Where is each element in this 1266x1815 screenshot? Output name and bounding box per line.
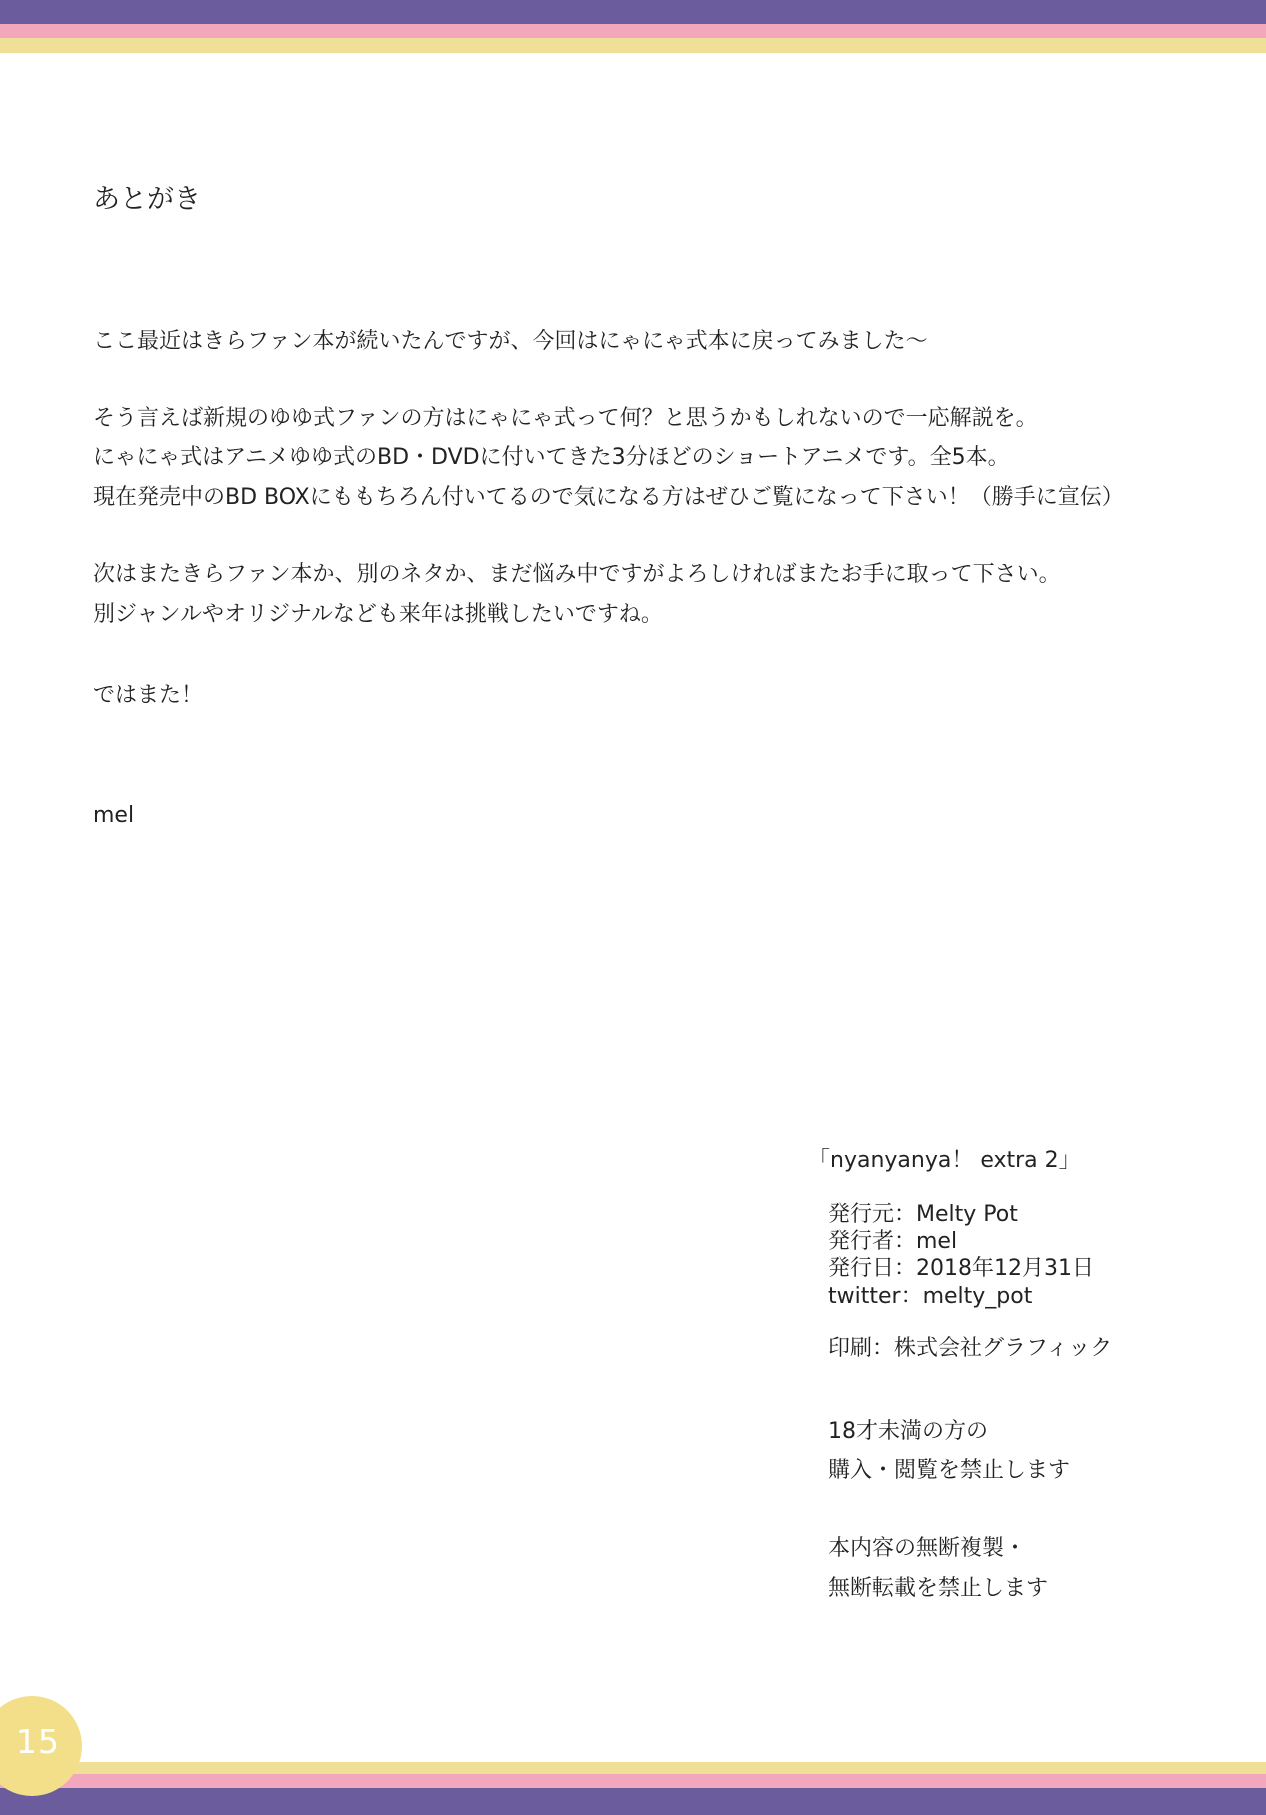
colophon-date: 発行日：2018年12月31日 <box>828 1256 1094 1281</box>
top-border-purple <box>0 0 1266 24</box>
bottom-border-pink <box>0 1774 1266 1788</box>
colophon-twitter: twitter：melty_pot <box>828 1284 1033 1309</box>
afterword-paragraph-7: ではまた！ <box>93 683 204 708</box>
afterword-paragraph-1: ここ最近はきらファン本が続いたんですが、今回はにゃにゃ式本に戻ってみました〜 <box>93 329 928 354</box>
afterword-paragraph-6: 別ジャンルやオリジナルなども来年は挑戦したいですね。 <box>93 602 663 627</box>
top-border-pink <box>0 24 1266 38</box>
colophon-publisher: 発行元：Melty Pot <box>828 1202 1018 1227</box>
afterword-paragraph-4: 現在発売中のBD BOXにももちろん付いてるので気になる方はぜひご覧になって下さい！（勝手に宣伝） <box>93 485 1124 510</box>
top-border-yellow <box>0 38 1266 53</box>
colophon-book-title: 「nyanyanya！ extra 2」 <box>808 1148 1081 1173</box>
afterword-paragraph-3: にゃにゃ式はアニメゆゆ式のBD・DVDに付いてきた3分ほどのショートアニメです。全5本。 <box>93 445 1010 470</box>
copy-notice-line-1: 本内容の無断複製・ <box>828 1536 1027 1561</box>
copy-notice-line-2: 無断転載を禁止します <box>828 1576 1049 1601</box>
bottom-border-yellow <box>0 1762 1266 1774</box>
afterword-signature: mel <box>93 803 135 828</box>
afterword-paragraph-5: 次はまたきらファン本か、別のネタか、まだ悩み中ですがよろしければまたお手に取って下さい。 <box>93 562 1061 587</box>
afterword-title: あとがき <box>93 184 201 215</box>
bottom-border-purple <box>0 1788 1266 1815</box>
age-notice-line-1: 18才未満の方の <box>828 1419 988 1444</box>
colophon-author: 発行者：mel <box>828 1229 958 1254</box>
colophon-printer: 印刷：株式会社グラフィック <box>828 1336 1113 1361</box>
page-number: 15 <box>16 1722 60 1761</box>
age-notice-line-2: 購入・閲覧を禁止します <box>828 1458 1071 1483</box>
afterword-paragraph-2: そう言えば新規のゆゆ式ファンの方はにゃにゃ式って何？と思うかもしれないので一応解説を。 <box>93 406 1038 431</box>
